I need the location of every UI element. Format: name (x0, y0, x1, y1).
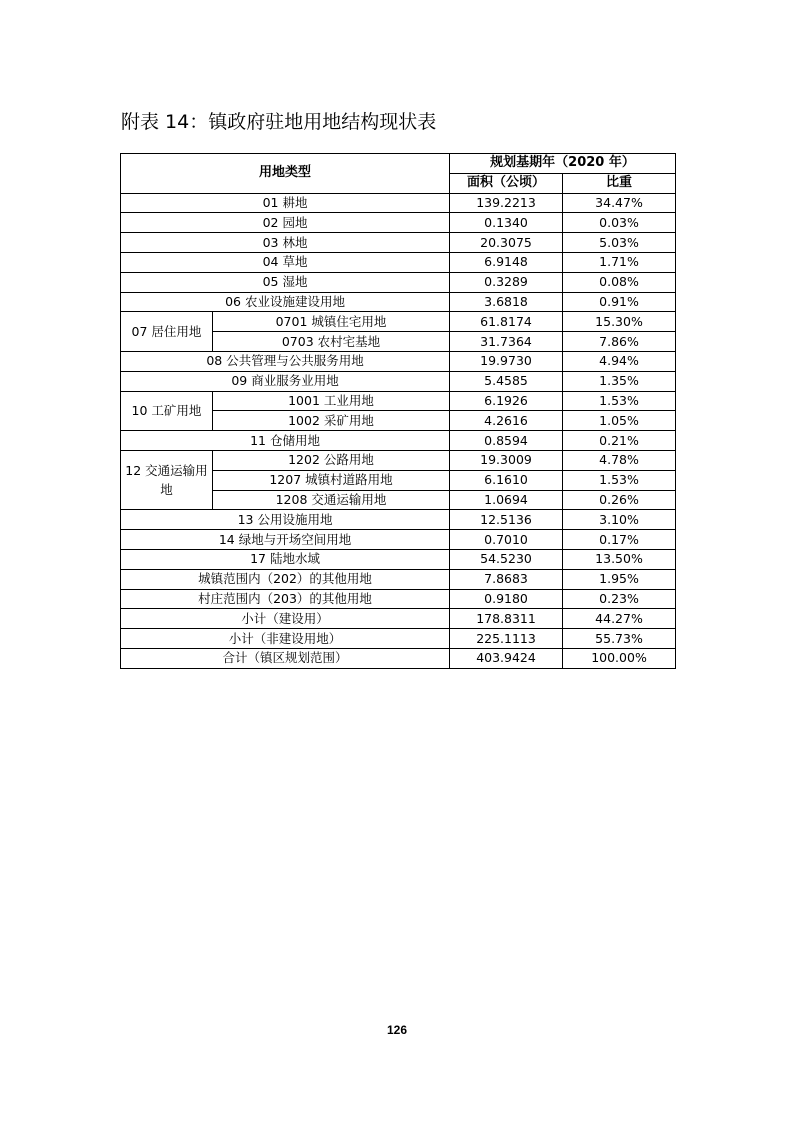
ratio-header: 比重 (563, 173, 676, 193)
row-ratio: 5.03% (563, 233, 676, 253)
table-row (121, 510, 676, 530)
table-row (121, 292, 676, 312)
row-area: 5.4585 (450, 371, 563, 391)
table-row (121, 450, 676, 470)
row-area: 6.9148 (450, 252, 563, 272)
table-row (121, 589, 676, 609)
table-row (121, 233, 676, 253)
row-label: 合计（镇区规划范围） (121, 648, 450, 668)
group-label-transport: 12 交通运输用地 (121, 450, 213, 509)
row-area: 61.8174 (450, 312, 563, 332)
table-row (121, 213, 676, 233)
row-label: 小计（非建设用地） (121, 629, 450, 649)
row-ratio: 1.05% (563, 411, 676, 431)
row-label: 17 陆地水域 (121, 549, 450, 569)
table-row (121, 391, 676, 411)
row-area: 0.8594 (450, 431, 563, 451)
row-label: 1001 工业用地 (213, 391, 450, 411)
row-ratio: 1.53% (563, 391, 676, 411)
row-area: 6.1610 (450, 470, 563, 490)
row-ratio: 0.21% (563, 431, 676, 451)
row-label: 08 公共管理与公共服务用地 (121, 351, 450, 371)
row-area: 54.5230 (450, 549, 563, 569)
total-row (121, 648, 676, 668)
row-area: 225.1113 (450, 629, 563, 649)
row-ratio: 34.47% (563, 193, 676, 213)
row-area: 178.8311 (450, 609, 563, 629)
row-label: 城镇范围内（202）的其他用地 (121, 569, 450, 589)
row-label: 1202 公路用地 (213, 450, 450, 470)
row-ratio: 13.50% (563, 549, 676, 569)
row-label: 13 公用设施用地 (121, 510, 450, 530)
group-label-industrial: 10 工矿用地 (121, 391, 213, 431)
table-row (121, 549, 676, 569)
row-label: 村庄范围内（203）的其他用地 (121, 589, 450, 609)
table-row (121, 569, 676, 589)
row-area: 20.3075 (450, 233, 563, 253)
row-area: 12.5136 (450, 510, 563, 530)
row-ratio: 44.27% (563, 609, 676, 629)
table-row (121, 252, 676, 272)
period-header: 规划基期年（2020 年） (450, 154, 676, 174)
row-ratio: 0.08% (563, 272, 676, 292)
row-label: 0701 城镇住宅用地 (213, 312, 450, 332)
row-ratio: 1.53% (563, 470, 676, 490)
table-row (121, 193, 676, 213)
table-title: 附表 14：镇政府驻地用地结构现状表 (121, 111, 437, 133)
row-area: 6.1926 (450, 391, 563, 411)
category-header: 用地类型 (121, 154, 450, 194)
row-label: 1208 交通运输用地 (213, 490, 450, 510)
group-label-residential: 07 居住用地 (121, 312, 213, 352)
row-area: 4.2616 (450, 411, 563, 431)
row-ratio: 55.73% (563, 629, 676, 649)
row-area: 19.9730 (450, 351, 563, 371)
row-label: 14 绿地与开场空间用地 (121, 530, 450, 550)
table-row (121, 351, 676, 371)
row-label: 06 农业设施建设用地 (121, 292, 450, 312)
table-row (121, 312, 676, 332)
row-ratio: 1.95% (563, 569, 676, 589)
row-ratio: 0.23% (563, 589, 676, 609)
row-ratio: 4.94% (563, 351, 676, 371)
table-row (121, 272, 676, 292)
page-number: 126 (386, 1023, 408, 1037)
row-area: 403.9424 (450, 648, 563, 668)
subtotal-row (121, 629, 676, 649)
row-label: 04 草地 (121, 252, 450, 272)
row-ratio: 3.10% (563, 510, 676, 530)
table-row (121, 530, 676, 550)
row-label: 11 仓储用地 (121, 431, 450, 451)
row-area: 1.0694 (450, 490, 563, 510)
row-label: 03 林地 (121, 233, 450, 253)
row-area: 7.8683 (450, 569, 563, 589)
row-area: 0.7010 (450, 530, 563, 550)
row-area: 139.2213 (450, 193, 563, 213)
row-area: 0.3289 (450, 272, 563, 292)
row-area: 0.1340 (450, 213, 563, 233)
table-row (121, 371, 676, 391)
row-ratio: 15.30% (563, 312, 676, 332)
row-ratio: 100.00% (563, 648, 676, 668)
land-use-structure-table (120, 153, 676, 669)
row-area: 31.7364 (450, 332, 563, 352)
row-ratio: 0.17% (563, 530, 676, 550)
row-label: 小计（建设用） (121, 609, 450, 629)
row-ratio: 1.35% (563, 371, 676, 391)
row-label: 02 园地 (121, 213, 450, 233)
row-label: 09 商业服务业用地 (121, 371, 450, 391)
subtotal-row (121, 609, 676, 629)
row-label: 1207 城镇村道路用地 (213, 470, 450, 490)
row-ratio: 0.26% (563, 490, 676, 510)
row-area: 0.9180 (450, 589, 563, 609)
table-row (121, 431, 676, 451)
row-ratio: 7.86% (563, 332, 676, 352)
header-row (121, 154, 676, 174)
row-ratio: 4.78% (563, 450, 676, 470)
row-label: 1002 采矿用地 (213, 411, 450, 431)
row-ratio: 0.03% (563, 213, 676, 233)
row-area: 3.6818 (450, 292, 563, 312)
row-ratio: 1.71% (563, 252, 676, 272)
area-header: 面积（公顷） (450, 173, 563, 193)
row-ratio: 0.91% (563, 292, 676, 312)
row-label: 0703 农村宅基地 (213, 332, 450, 352)
row-area: 19.3009 (450, 450, 563, 470)
row-label: 01 耕地 (121, 193, 450, 213)
row-label: 05 湿地 (121, 272, 450, 292)
